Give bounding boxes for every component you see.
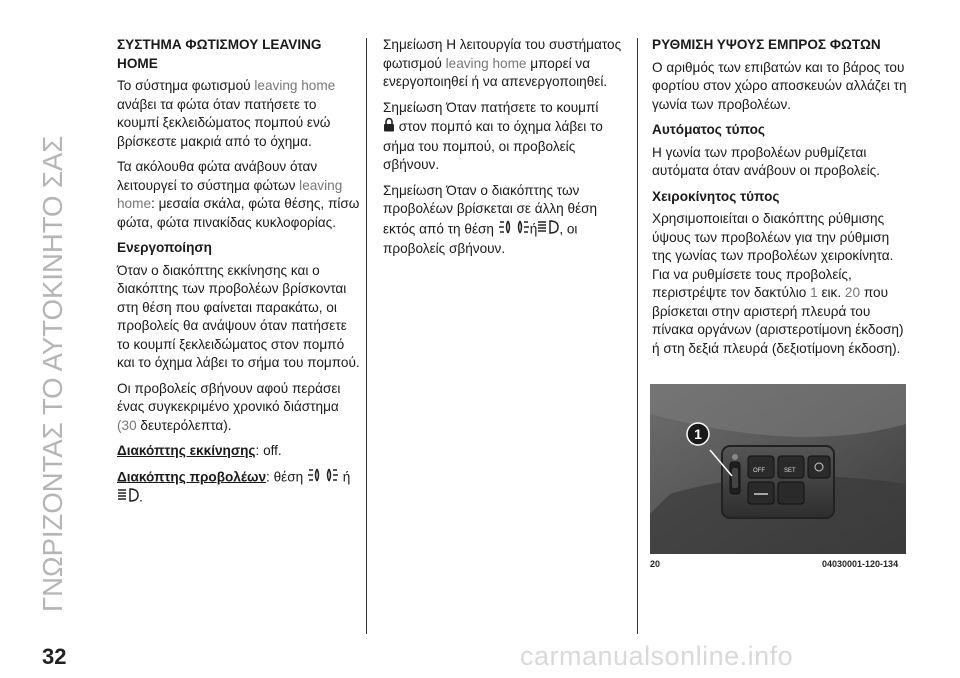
text: Σημείωση Όταν ο διακόπτης των προβολέων βρίσκεται σε άλλη θέση εκτός από τη θέση	[383, 182, 598, 236]
paragraph	[117, 380, 361, 436]
paragraph	[652, 210, 912, 358]
side-title-text: ΓΝΩΡΙΖΟΝΤΑΣ ΤΟ ΑΥΤΟΚΙΝΗΤΟ ΣΑΣ	[37, 135, 68, 612]
figure-number: 20	[650, 559, 661, 569]
text: εικ.	[817, 285, 845, 300]
reference-number: 1	[810, 285, 818, 300]
sub-heading: Χειροκίνητος τύπος	[652, 188, 780, 204]
paragraph	[117, 442, 361, 461]
text: ή	[338, 468, 351, 484]
button-off-label: OFF	[753, 468, 765, 474]
paragraph	[117, 158, 361, 232]
column-leaving-home	[117, 36, 361, 516]
lock-icon	[383, 117, 395, 138]
value: : θέση	[266, 468, 307, 484]
note	[383, 182, 629, 259]
value: : off.	[255, 443, 282, 458]
text: Οι προβολείς σβήνουν αφού περάσει ένας συγκεκριμένο χρονικό διάστημα	[117, 380, 341, 414]
text: Τα ακόλουθα φώτα ανάβουν όταν λειτουργεί το σύστημα φώτων	[117, 159, 318, 193]
text: (30	[117, 417, 137, 433]
text: ανάβει τα φώτα όταν πατήσετε το κουμπί ξεκλειδώματος πομπού ενώ βρίσκεστε μακριά από το όχημα.	[117, 96, 331, 149]
column-headlight-leveling	[652, 36, 912, 365]
parking-lights-icon	[307, 468, 339, 488]
note	[383, 99, 629, 175]
text: : μεσαία σκάλα, φώτα θέσης, πίσω φώτα, φώτα πινακίδας κυκλοφορίας.	[117, 196, 360, 230]
button-set-label: SET	[784, 468, 796, 474]
paragraph	[117, 468, 361, 509]
text: μπορεί να ενεργοποιηθεί ή να απενεργοποιηθεί.	[383, 55, 608, 89]
text: δευτερόλεπτα).	[136, 417, 232, 433]
section-heading: ΡΥΘΜΙΣΗ ΥΨΟΥΣ ΕΜΠΡΟΣ ΦΩΤΩΝ	[652, 37, 881, 52]
note	[383, 36, 629, 92]
column-divider	[366, 38, 367, 634]
side-section-title	[4, 12, 70, 622]
feature-name: leaving home	[117, 177, 343, 211]
text: στον πομπό και το όχημα λάβει το σήμα του πομπού, οι προβολείς σβήνουν.	[383, 118, 603, 172]
sub-heading: Ενεργοποίηση	[117, 240, 212, 255]
text: Το σύστημα φωτισμού	[117, 78, 255, 93]
label: Διακόπτης εκκίνησης	[117, 443, 256, 458]
text: Σημείωση Όταν πατήσετε το κουμπί	[383, 99, 599, 115]
section-heading: ΣΥΣΤΗΜΑ ΦΩΤΙΣΜΟΥ LEAVING HOME	[117, 37, 322, 71]
figure-code: 04030001-120-134	[822, 559, 899, 569]
paragraph: Η γωνία των προβολέων ρυθμίζεται αυτόματα όταν ανάβουν οι προβολείς.	[652, 144, 880, 178]
headlights-icon	[117, 487, 139, 509]
sub-heading: Αυτόματος τύπος	[652, 122, 765, 137]
label: Διακόπτης προβολέων	[117, 468, 267, 484]
paragraph	[117, 77, 361, 151]
feature-name: leaving home	[445, 55, 527, 71]
text: που βρίσκεται στην αριστερή πλευρά του πίνακα οργάνων (αριστεροτίμονη έκδοση) ή στη δεξιά πλευρά (δεξιοτίμονη έκδοση).	[652, 285, 904, 356]
text: Σημείωση Η λειτουργία του συστήματος φωτισμού	[383, 37, 622, 71]
text: .	[139, 489, 143, 505]
figure-reference: 20	[844, 285, 861, 300]
column-notes	[383, 36, 629, 266]
feature-name: leaving home	[254, 78, 336, 93]
text: ή	[529, 220, 538, 236]
page-number: 32	[42, 644, 67, 669]
column-divider	[637, 38, 638, 634]
parking-lights-icon	[498, 220, 530, 240]
dashboard-switch-photo	[650, 384, 906, 554]
text: , οι προβολείς σβήνουν.	[383, 220, 578, 256]
paragraph: Ο αριθμός των επιβατών και το βάρος του φορτίου στον χώρο αποσκευών αλλάζει τη γωνία των προβολέων.	[652, 59, 907, 112]
watermark: carmanualsonline.info	[520, 641, 794, 671]
headlights-icon	[537, 219, 559, 241]
text: Χρησιμοποιείται ο διακόπτης ρύθμισης ύψους των προβολέων για την ρύθμιση της γωνίας των προβολέων χειροκίνητα. Για να ρυθμίσετε τους προβολείς, περιστρέψτε τον δακτύλιο	[652, 211, 894, 300]
paragraph: Όταν ο διακόπτης εκκίνησης και ο διακόπτης των προβολέων βρίσκονται στη θέση που φαίνεται παρακάτω, οι προβολείς θα ανάψουν όταν πατήσετε το κουμπί ξεκλειδώματος στον πομπό και το όχημα λάβει το σήμα του πομπού.	[117, 262, 360, 370]
callout-number: 1	[694, 426, 702, 442]
